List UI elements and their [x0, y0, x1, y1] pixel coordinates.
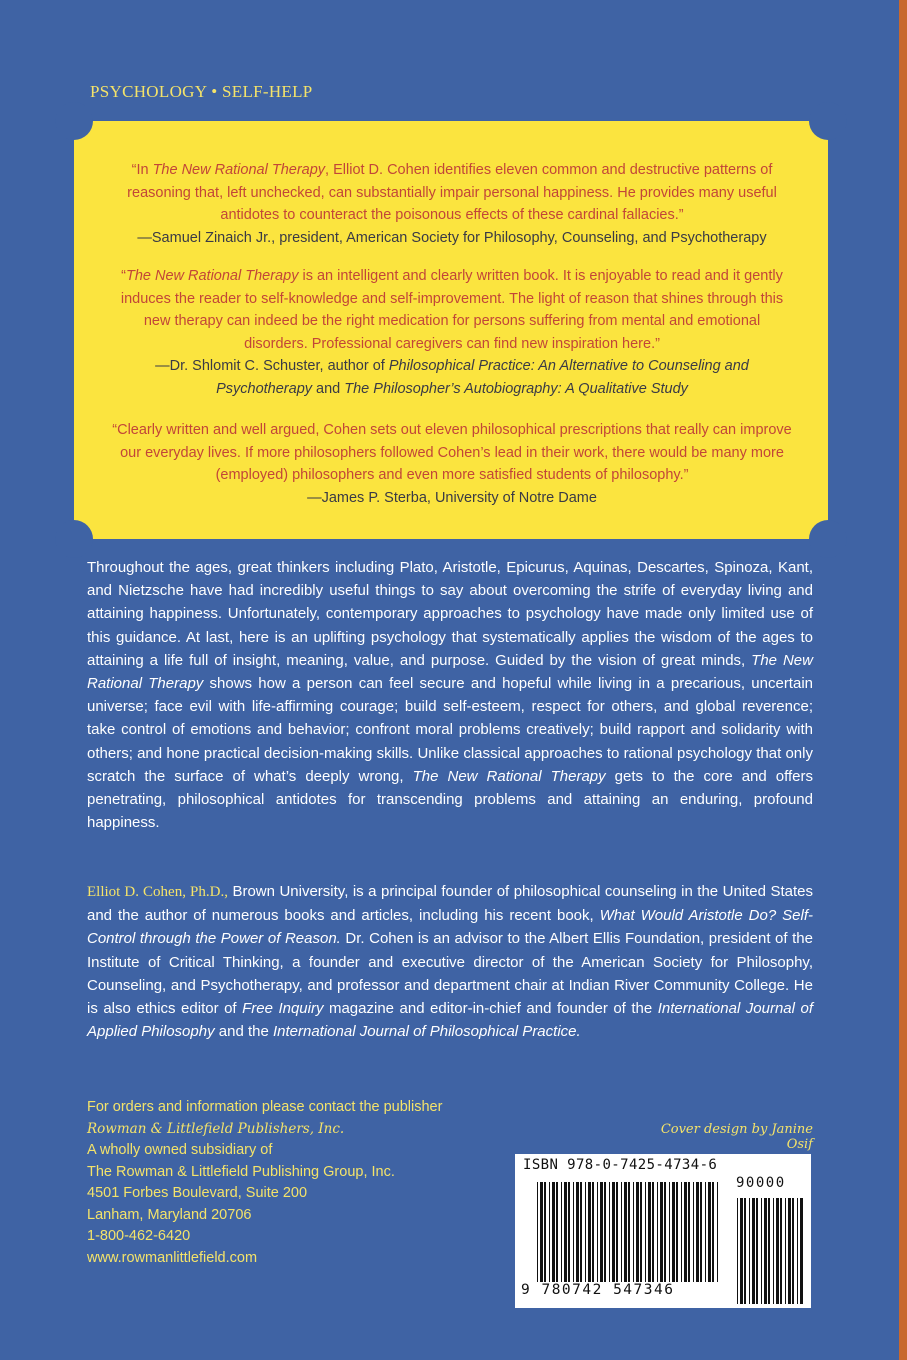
blurb-quote-3: [110, 419, 794, 509]
barcode-bar: [785, 1198, 786, 1304]
publisher-website: www.rowmanlittlefield.com: [87, 1249, 258, 1266]
description-text: gets to the core and offers penetrating, philosophical antidotes for transcending problems and attaining an enduring, profound happiness.: [87, 767, 814, 832]
attribution-book-title: The Philosopher’s Autobiography: A Qualitative Study: [344, 380, 688, 397]
barcode-bar: [628, 1182, 630, 1282]
description-book-title: The New Rational Therapy: [412, 767, 606, 785]
bio-journal-title: International Journal of Applied Philosophy: [87, 1000, 813, 1041]
barcode-bar: [621, 1182, 622, 1282]
description-text: shows how a person can feel secure and hopeful while living in a precarious, uncertain universe; face evil with life-affirming courage; build self-esteem, respect for others, and global reverence; take control of emotions and behavior; confront moral problems creatively; build rapport and solidarity with others; and hone practical decision-making skills. Unlike classical approaches to rational psychology that only scratch the surface of what’s deeply wrong,: [87, 675, 813, 785]
barcode-bar: [708, 1182, 711, 1282]
publisher-address: 4501 Forbes Boulevard, Suite 200: [87, 1185, 308, 1201]
quote-book-title: The New Rational Therapy: [152, 162, 326, 178]
barcode-bar: [552, 1182, 555, 1282]
book-description: [87, 556, 813, 834]
quote-text: is an intelligent and clearly written book. It is enjoyable to read and it gently induces the reader to self-knowledge and self-improvement. The light of reason that shines through this new therapy can indeed be the right medication for persons suffering from mental and emotional disorders. Professional caregivers can find new inspiration here.”: [120, 268, 784, 352]
barcode-bar: [705, 1182, 706, 1282]
author-bio: [87, 880, 813, 1043]
barcode-bar: [669, 1182, 670, 1282]
barcode-bar: [540, 1182, 543, 1282]
quote-attribution: —James P. Sterba, University of Notre Dame: [307, 489, 597, 506]
barcode-bar: [712, 1182, 714, 1282]
ean-label: 9 780742 547346: [521, 1282, 675, 1298]
quote-attribution: —Samuel Zinaich Jr., president, American Society for Philosophy, Counseling, and Psychotherapy: [137, 229, 767, 246]
barcode-bar: [672, 1182, 675, 1282]
bio-text: and the: [214, 1023, 273, 1041]
bio-book-title: What Would Aristotle Do? Self-Control through the Power of Reason.: [87, 907, 813, 948]
blurb-quote-2: [110, 265, 794, 400]
publisher-line: A wholly owned subsidiary of: [87, 1142, 273, 1158]
attribution-book-title: Philosophical Practice: An Alternative to Counseling and Psychotherapy: [216, 358, 749, 397]
corner-notch: [809, 102, 847, 140]
corner-notch: [809, 520, 847, 558]
cover-design-credit: Cover design by Janine Osif: [660, 1122, 813, 1152]
publisher-info: [87, 1097, 527, 1269]
barcode-bar: [764, 1198, 767, 1304]
barcode-bar: [660, 1182, 663, 1282]
publisher-line: The Rowman & Littlefield Publishing Group, Inc.: [87, 1163, 395, 1180]
barcode-box: [515, 1154, 811, 1308]
author-name: Elliot D. Cohen, Ph.D.,: [87, 884, 228, 900]
barcode-bar: [549, 1182, 550, 1282]
quote-text: “In: [131, 162, 153, 178]
barcode-bar: [737, 1198, 738, 1304]
barcode-bar: [780, 1198, 782, 1304]
publisher-intro: For orders and information please contact the publisher: [87, 1099, 443, 1115]
barcode-bar: [740, 1198, 743, 1304]
barcode-bar: [693, 1182, 694, 1282]
attribution-text: —Dr. Shlomit C. Schuster, author of: [155, 358, 389, 374]
barcode-bar: [616, 1182, 618, 1282]
quote-book-title: The New Rational Therapy: [125, 268, 299, 284]
barcode-bar: [597, 1182, 598, 1282]
barcode-bar: [609, 1182, 610, 1282]
barcode-bar: [604, 1182, 606, 1282]
barcode-bar: [652, 1182, 654, 1282]
bio-text: magazine and editor-in-chief and founder of the: [323, 1000, 658, 1018]
isbn-addon-label: 90000: [736, 1175, 786, 1191]
barcode-bar: [657, 1182, 658, 1282]
description-text: Throughout the ages, great thinkers including Plato, Aristotle, Epicurus, Aquinas, Descartes, Spinoza, Kant, and Nietzsche have had incredibly useful things to say about overcoming the strife of everyday living and attaining happiness. Unfortunately, contemporary approaches to psychology have made only limited use of this guidance. At last, here is an uplifting psychology that systematically applies the wisdom of the ages to attaining a life full of insight, meaning, value, and purpose. Guided by the vision of great minds,: [87, 559, 813, 669]
description-book-title: The New Rational Therapy: [87, 651, 813, 693]
barcode-bar: [768, 1198, 770, 1304]
bio-text: Dr. Cohen is an advisor to the Albert Ellis Foundation, president of the Institute of Critical Thinking, a founder and executive director of the American Society for Philosophy, Counseling, and Psychotherapy, and professor and department chair at Indian River Community College. He is also ethics editor of: [87, 930, 813, 1018]
barcode-bar: [761, 1198, 762, 1304]
barcode-bar: [792, 1198, 794, 1304]
attribution-text: and: [312, 380, 345, 397]
barcode-bar: [561, 1182, 562, 1282]
corner-notch: [55, 520, 93, 558]
isbn-label: ISBN 978-0-7425-4734-6: [523, 1157, 718, 1173]
barcode-bar: [556, 1182, 558, 1282]
barcode-bar: [688, 1182, 690, 1282]
barcode-bar: [797, 1198, 798, 1304]
barcode-bar: [681, 1182, 682, 1282]
bio-text: Brown University, is a principal founder of philosophical counseling in the United States and the author of numerous books and articles, including his recent book,: [87, 883, 813, 925]
barcode-bar: [788, 1198, 791, 1304]
spine-edge: [899, 0, 907, 1360]
barcode-bar: [752, 1198, 755, 1304]
barcode-bar: [776, 1198, 779, 1304]
barcode-bar: [756, 1198, 758, 1304]
barcode-bar: [744, 1198, 746, 1304]
bio-journal-title: International Journal of Philosophical Practice.: [272, 1023, 581, 1041]
barcode-bar: [636, 1182, 639, 1282]
barcode-bar: [588, 1182, 591, 1282]
barcode-bar: [580, 1182, 582, 1282]
quote-text: , Elliot D. Cohen identifies eleven common and destructive patterns of reasoning that, left unchecked, can substantially impair personal happiness. He provides many useful antidotes to counteract the poisonous effects of these cardinal fallacies.”: [127, 162, 777, 223]
barcode-bar: [612, 1182, 615, 1282]
publisher-name: Rowman & Littlefield Publishers, Inc.: [87, 1120, 345, 1137]
barcode-bar: [696, 1182, 699, 1282]
barcode-bar: [624, 1182, 627, 1282]
publisher-address: Lanham, Maryland 20706: [87, 1206, 252, 1223]
category-label: PSYCHOLOGY • SELF-HELP: [90, 82, 313, 101]
barcode-bar: [684, 1182, 687, 1282]
barcode-bar: [700, 1182, 702, 1282]
barcode-bar: [676, 1182, 678, 1282]
barcode-bar: [633, 1182, 634, 1282]
barcode-bar: [640, 1182, 642, 1282]
barcode-bar: [600, 1182, 603, 1282]
quote-text: “Clearly written and well argued, Cohen sets out eleven philosophical prescriptions that really can improve our everyday lives. If more philosophers followed Cohen’s lead in their work, there would be many more (employed) philosophers and even more satisfied students of philosophy.”: [112, 422, 792, 483]
barcode-bar: [576, 1182, 579, 1282]
barcode-bar: [664, 1182, 666, 1282]
barcode-bar: [800, 1198, 803, 1304]
corner-notch: [55, 102, 93, 140]
barcode-bar: [573, 1182, 574, 1282]
barcode-bar: [749, 1198, 750, 1304]
quote-text: “: [121, 268, 126, 284]
publisher-phone: 1-800-462-6420: [87, 1228, 191, 1244]
barcode-bar: [717, 1182, 718, 1282]
barcode-bar: [645, 1182, 646, 1282]
barcode-bar: [537, 1182, 538, 1282]
bio-magazine-title: Free Inquiry: [242, 1000, 324, 1018]
barcode-bar: [773, 1198, 774, 1304]
barcode-bar: [592, 1182, 594, 1282]
barcode-bar: [564, 1182, 567, 1282]
barcode-bar: [568, 1182, 570, 1282]
barcode-bar: [648, 1182, 651, 1282]
barcode-bar: [585, 1182, 586, 1282]
quote-attribution: [155, 358, 749, 397]
barcode-bar: [544, 1182, 546, 1282]
blurb-quote-1: [110, 159, 794, 249]
quote-box: [74, 121, 828, 539]
